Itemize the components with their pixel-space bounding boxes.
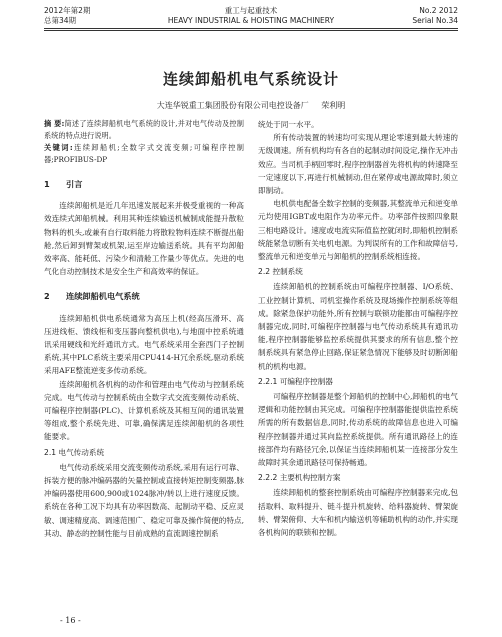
section-1-heading bbox=[44, 178, 244, 191]
left-column bbox=[44, 118, 244, 540]
author-name: 荣利明 bbox=[321, 101, 346, 110]
section-2-2-2-paragraph: 连续卸船机的整套控制系统由可编程序控制器来完成,包括取料、取料提升、链斗提升机旋转、给料器旋转、臂架旋转、臂架俯仰、大车和机内输送机等辅助机构的动作,并实现各机构间的联锁和控制。 bbox=[258, 488, 458, 538]
keywords bbox=[44, 142, 244, 166]
header-rule bbox=[44, 28, 458, 29]
journal-name-en: HEAVY INDUSTRIAL & HOISTING MACHINERY bbox=[167, 16, 335, 25]
section-2-2-heading: 2.2 控制系统 bbox=[258, 267, 303, 277]
section-2-2-2-heading: 2.2.2 主要机构控制方案 bbox=[258, 473, 341, 483]
header-rule-thin bbox=[44, 30, 458, 31]
section-1-title: 引言 bbox=[66, 179, 83, 189]
abstract bbox=[44, 118, 244, 142]
section-2-title: 连续卸船机电气系统 bbox=[66, 291, 140, 302]
section-2-2-1-heading: 2.2.1 可编程序控制器 bbox=[258, 376, 333, 386]
section-2-2-1-paragraph: 可编程序控制器是整个卸船机的控制中心,卸船机的电气逻辑和功能控制由其完成。可编程序控制器能提供监控系统所需的所有数据信息,同时,传动系统的故障信息也进入可编程序控制器并通过其向监控系统提供。所有通讯路径上的连接部件均有路径冗余,以保证当连续卸船机某一连接部分发生故障时其余通讯路径可保持畅通。 bbox=[258, 392, 458, 468]
header-total-issue: 总第34期 bbox=[44, 16, 77, 25]
section-2-1-heading: 2.1 电气传动系统 bbox=[44, 447, 105, 457]
header-serial-no: Serial No.34 bbox=[412, 16, 458, 25]
section-2-paragraph-2: 连续卸船机各机构的动作和管理由电气传动与控制系统完成。电气传动与控制系统由全数字式交流变频传动系统、可编程序控制器(PLC)、计算机系统及其相互间的通讯装置等组成,整个系统先进、可靠,确保满足连续卸船机的各项性能要求。 bbox=[44, 379, 244, 442]
continued-paragraph: 统处于同一水平。 bbox=[258, 120, 319, 129]
header-serial bbox=[412, 6, 458, 26]
drive-paragraph-1: 所有传动装置的转速均可实现从理论零速到最大转速的无级调速。所有机构均有各自的起制动时间设定,操作无冲击效应。当司机手柄回零时,程序控制器首先将机构的转速降至一定速度以下,再进行机械制动,但在紧停或电源故障时,须立即制动。 bbox=[258, 133, 458, 196]
section-2-paragraph-1: 连续卸船机供电系统通常为高压上机(经高压滑环、高压进线柜、馈线柜和变压器向整机供电),与地面中控系统通讯采用硬线和光纤通讯方式。电气系统采用全套西门子控制系统,其中PLC系统主要采用CPU414-H冗余系统,驱动系统采用AFE整流逆变多传动系统。 bbox=[44, 313, 244, 376]
page-number: - 16 - bbox=[60, 616, 81, 625]
section-1-paragraph: 连续卸船机是近几年迅速发展起来并极受重视的一种高效连续式卸船机械。利用其种连续输送机械制成能提升散粒物料的机头,或兼有自行取料能力将散粒物料连续不断提出船舱,然后卸到臂架或机架,运至岸边输送系统。具有平均卸船效率高、能耗低、污染少和清舱工作量少等优点。先进的电气化自动控制技术是安全生产和高效率的保证。 bbox=[44, 201, 244, 277]
abstract-label: 摘 要: bbox=[44, 119, 65, 128]
section-2-2-paragraph: 连续卸船机的控制系统由可编程序控制器、I/O系统、工业控制计算机、司机室操作系统及现场操作控制系统等组成。除紧急保护功能外,所有控制与联锁功能都由可编程序控制器完成,同时,可编程序控制器与电气传动系统具有通讯功能,程序控制器能够监控系统提供其要求的所有信息,整个控制系统具有紧急停止回路,保证紧急情况下能够及时切断卸船机的机构电源。 bbox=[258, 282, 458, 371]
section-1-number: 1 bbox=[44, 179, 50, 189]
keywords-label: 关键词: bbox=[44, 143, 73, 152]
header-year-issue: 2012年第2期 bbox=[44, 6, 91, 15]
journal-name-cn: 重工与起重技术 bbox=[224, 6, 278, 15]
article-title: 连续卸船机电气系统设计 bbox=[162, 70, 339, 88]
section-2-1-paragraph: 电气传动系统采用交流变频传动系统,采用有运行可靠、拆装方便的脉冲编码器的矢量控制或直接转矩控制变频器,脉冲编码器使用600,900或1024脉冲/转以上进行速度反馈。系统在各种工况下均具有功率因数高、起制动平稳、反应灵敏、调速精度高、调速范围广、稳定可靠及操作简便的特点,其动、静态的控制性能与目前成熟的直流调速控制系 bbox=[44, 462, 244, 538]
right-column bbox=[258, 118, 458, 539]
section-2-heading bbox=[44, 290, 244, 303]
author-affiliation: 大连华锐重工集团股份有限公司电控设备厂 bbox=[156, 101, 309, 110]
header-issue bbox=[44, 6, 90, 26]
drive-paragraph-2: 电机供电配备全数字控制的变频器,其整流单元和逆变单元均使用IGBT或电阻作为功率元件。功率部件按照四象限三相电路设计。速度或电流实际值监控就闭时,即船机控制系统能紧急切断有关电机电源。为判误所有的工作和故障信号,整流单元和逆变单元与卸船机的控制系统相连接。 bbox=[258, 199, 458, 262]
keywords-text: 连续卸船机;全数字式交流变频;可编程序控制器;PROFIBUS-DP bbox=[44, 143, 244, 164]
abstract-text: 简述了连续卸船机电气系统的设计,并对电气传动及控制系统的特点进行说明。 bbox=[44, 119, 244, 140]
header-journal bbox=[120, 6, 382, 26]
header-issue-no: No.2 2012 bbox=[419, 6, 458, 15]
section-2-number: 2 bbox=[44, 291, 50, 302]
author-line bbox=[0, 100, 502, 111]
